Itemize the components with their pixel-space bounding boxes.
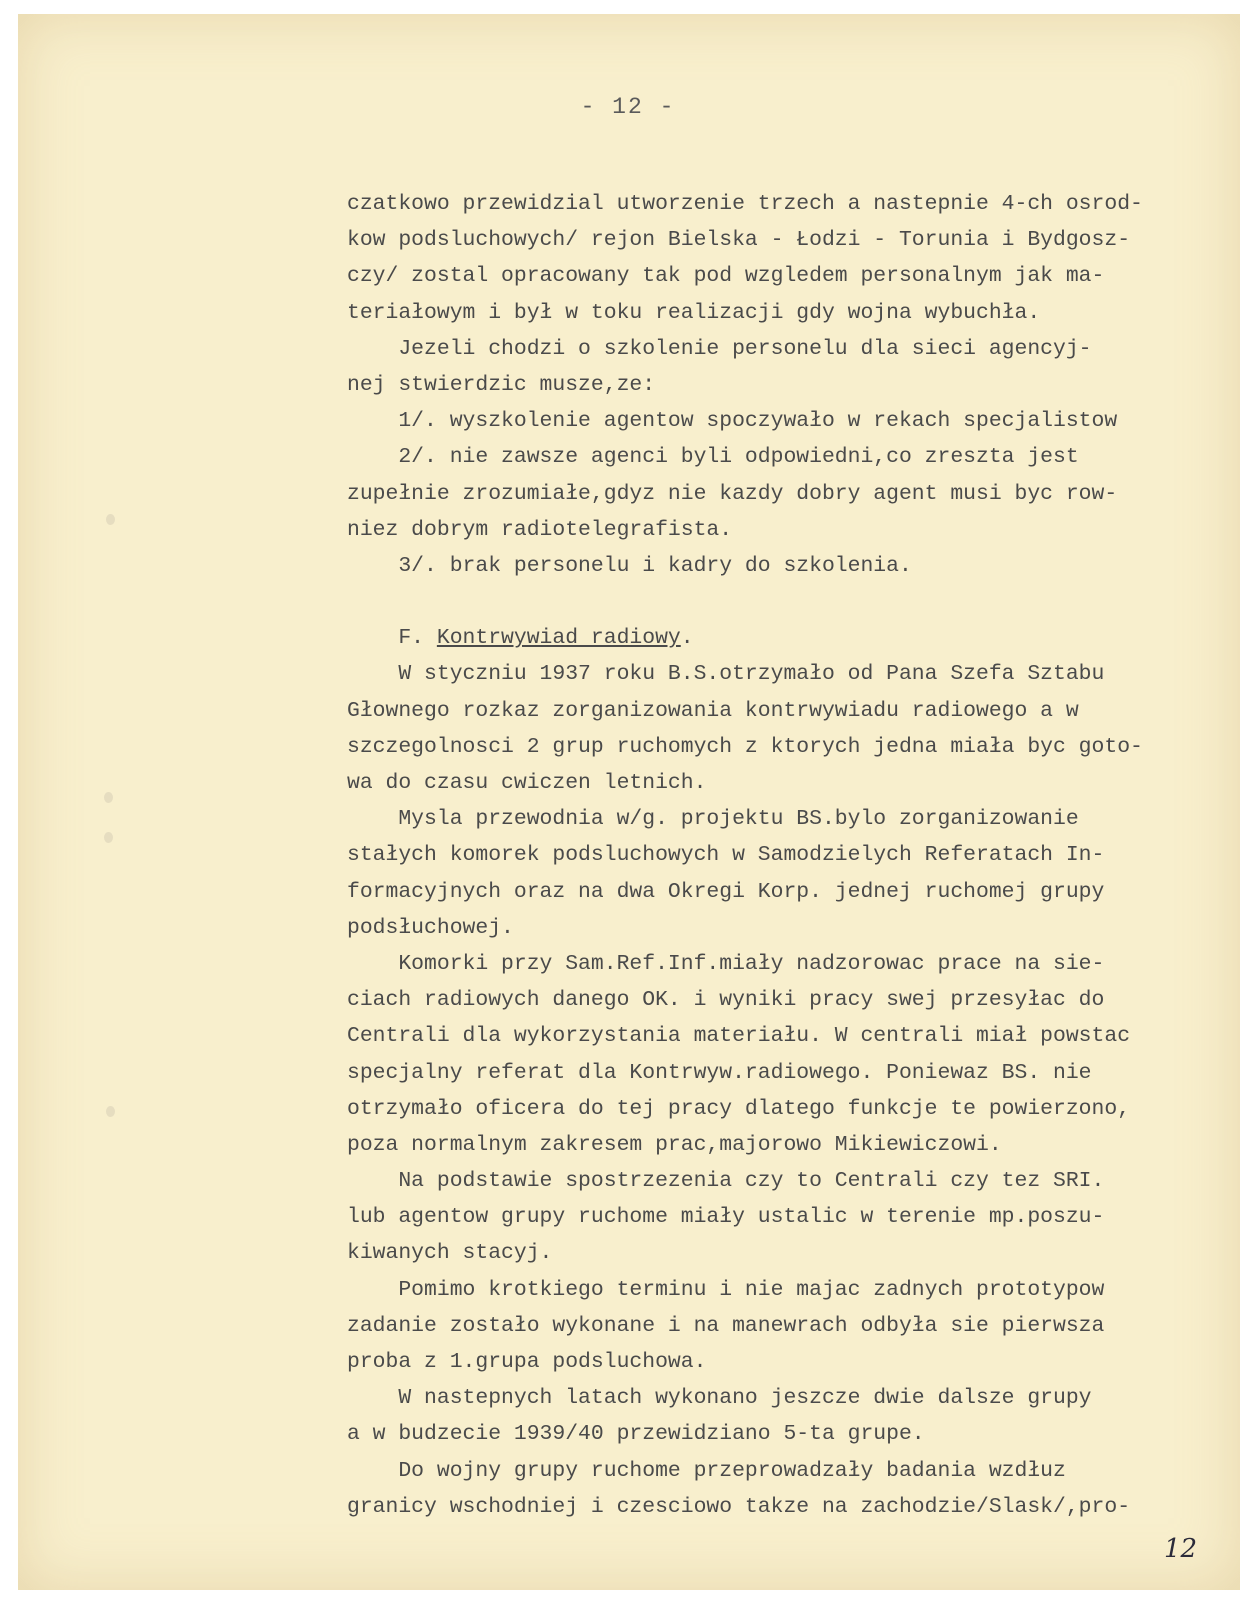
- punch-hole-mark: [106, 1106, 115, 1117]
- text-line: formacyjnych oraz na dwa Okregi Korp. jednej ruchomej grupy: [347, 879, 1105, 904]
- text-line: Jezeli chodzi o szkolenie personelu dla sieci agencyj-: [347, 336, 1092, 361]
- text-line: a w budzecie 1939/40 przewidziano 5-ta grupe.: [347, 1422, 925, 1447]
- text-line: Do wojny grupy ruchome przeprowadzały badania wzdłuz: [347, 1458, 1066, 1483]
- text-line: zupełnie zrozumiałe,gdyz nie kazdy dobry agent musi byc row-: [347, 481, 1118, 506]
- text-line: szczegolnosci 2 grup ruchomych z ktorych jedna miała byc goto-: [347, 734, 1143, 759]
- text-line: zadanie zostało wykonane i na manewrach odbyła sie pierwsza: [347, 1313, 1105, 1338]
- text-line: Centrali dla wykorzystania materiału. W centrali miał powstac: [347, 1024, 1131, 1049]
- text-line: czy/ zostal opracowany tak pod wzgledem personalnym jak ma-: [347, 264, 1105, 289]
- document-body: [347, 186, 1227, 1525]
- heading-title: Kontrwywiad radiowy: [436, 626, 681, 651]
- text-line: Na podstawie spostrzezenia czy to Centrali czy tez SRI.: [347, 1169, 1105, 1194]
- text-line: Głownego rozkaz zorganizowania kontrwywiadu radiowego a w: [347, 698, 1079, 723]
- text-line: czatkowo przewidzial utworzenie trzech a nastepnie 4-ch osrod-: [347, 192, 1143, 216]
- text-line: specjalny referat dla Kontrwyw.radiowego. Poniewaz BS. nie: [347, 1060, 1092, 1085]
- text-line: poza normalnym zakresem prac,majorowo Mikiewiczowi.: [347, 1132, 1002, 1157]
- handwritten-page-number: 12: [1164, 1534, 1198, 1564]
- heading-suffix: .: [680, 626, 694, 651]
- text-line: Pomimo krotkiego terminu i nie majac zadnych prototypow: [347, 1277, 1105, 1302]
- text-line: 1/. wyszkolenie agentow spoczywało w rekach specjalistow: [347, 409, 1118, 434]
- section-heading: [347, 620, 1227, 656]
- heading-prefix: F.: [347, 626, 437, 651]
- text-line: wa do czasu cwiczen letnich.: [347, 771, 707, 795]
- punch-hole-mark: [104, 832, 113, 843]
- text-line: Mysla przewodnia w/g. projektu BS.bylo zorganizowanie: [347, 807, 1079, 832]
- text-line: nej stwierdzic musze,ze:: [347, 372, 656, 397]
- text-line: ciach radiowych danego OK. i wyniki pracy swej przesyłac do: [347, 988, 1105, 1013]
- text-line: teriałowym i był w toku realizacji gdy wojna wybuchła.: [347, 300, 1041, 325]
- page-number: - 12 -: [580, 94, 676, 120]
- text-line: podsłuchowej.: [347, 915, 514, 940]
- text-line: proba z 1.grupa podsluchowa.: [347, 1350, 707, 1374]
- text-line: otrzymało oficera do tej pracy dlatego funkcje te powierzono,: [347, 1096, 1131, 1121]
- text-line: kow podsluchowych/ rejon Bielska - Łodzi - Torunia i Bydgosz-: [347, 228, 1131, 253]
- text-line: niez dobrym radiotelegrafista.: [347, 517, 733, 542]
- text-line: stałych komorek podsluchowych w Samodzielych Referatach In-: [347, 843, 1105, 868]
- text-line: W styczniu 1937 roku B.S.otrzymało od Pana Szefa Sztabu: [347, 662, 1105, 687]
- blank-line: [347, 584, 1227, 620]
- text-line: W nastepnych latach wykonano jeszcze dwie dalsze grupy: [347, 1386, 1092, 1411]
- text-line: kiwanych stacyj.: [347, 1241, 553, 1266]
- punch-hole-mark: [104, 792, 113, 803]
- text-line: granicy wschodniej i czesciowo takze na zachodzie/Slask/,pro-: [347, 1494, 1131, 1519]
- text-line: Komorki przy Sam.Ref.Inf.miały nadzorowac prace na sie-: [347, 951, 1105, 976]
- text-line: 2/. nie zawsze agenci byli odpowiedni,co zreszta jest: [347, 445, 1079, 470]
- text-line: lub agentow grupy ruchome miały ustalic w terenie mp.poszu-: [347, 1205, 1105, 1230]
- text-line: 3/. brak personelu i kadry do szkolenia.: [347, 553, 912, 578]
- punch-hole-mark: [106, 514, 115, 525]
